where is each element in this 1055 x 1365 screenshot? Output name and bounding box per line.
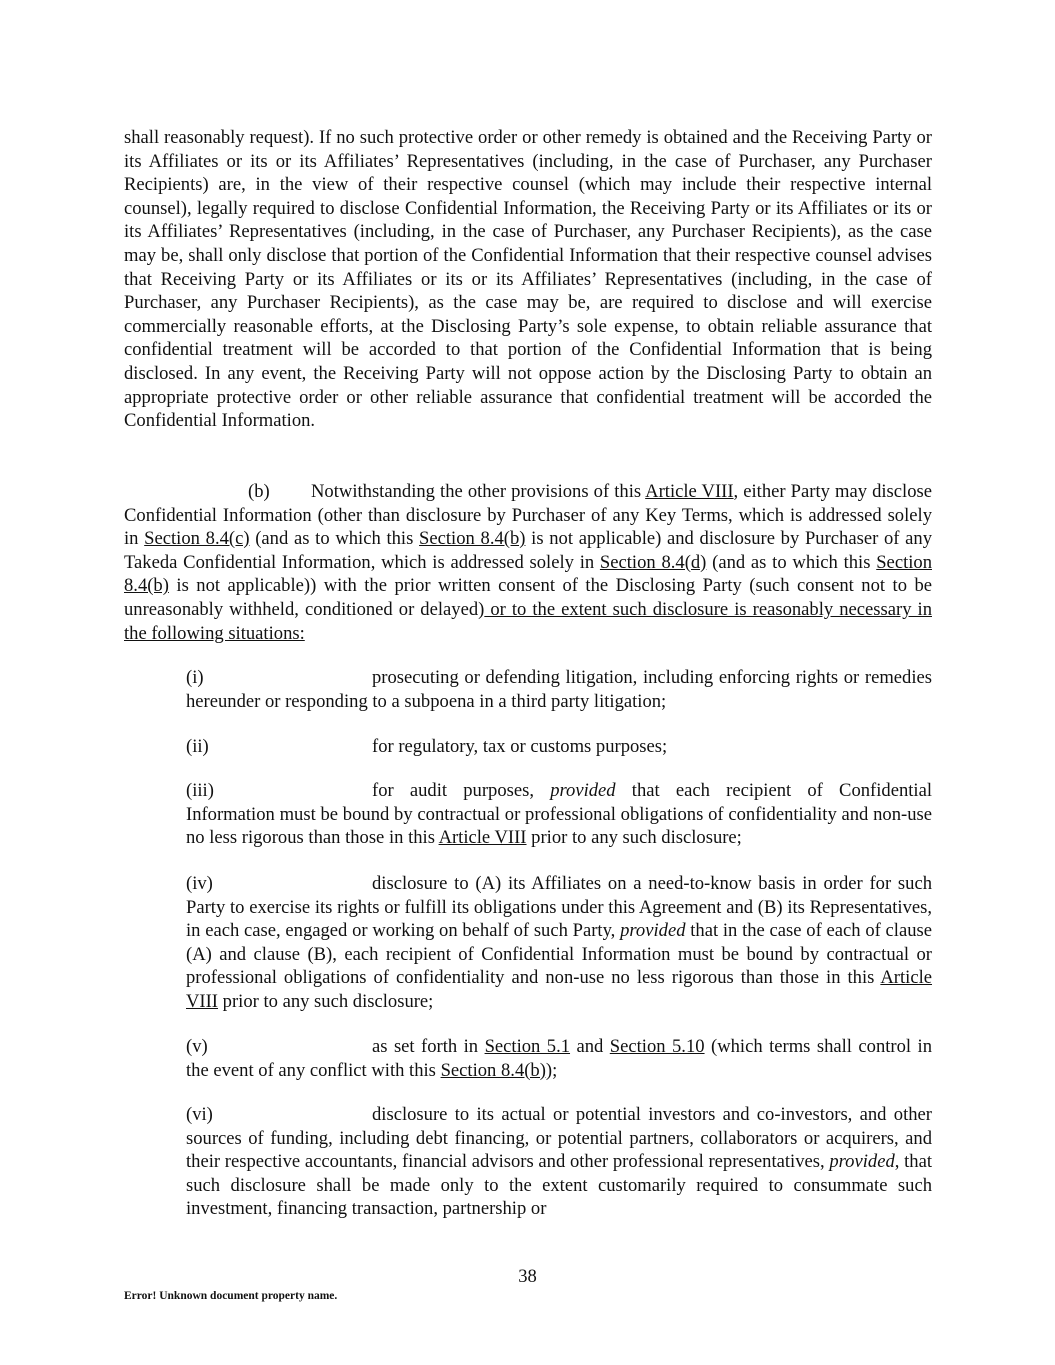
- section-8-4-b-ref[interactable]: Section 8.4(b): [419, 528, 526, 550]
- list-item-label: (iii): [186, 780, 214, 801]
- list-item-label: (v): [186, 1036, 208, 1057]
- list-item-vi: (vi) disclosure to its actual or potential investors and co-investors, and other sources of funding, including debt financing, or potential partners, collaborators or acquirers, and their respective accountants, financial advisors and other professional representatives, provided, that such disclosure shall be made only to the extent customarily required to consummate such investment, financing transaction, partnership or: [186, 1104, 932, 1220]
- section-5-10-ref[interactable]: Section 5.10: [609, 1036, 705, 1057]
- list-item-label: (i): [186, 667, 204, 688]
- section-8-4-b-ref[interactable]: Section 8.4(b): [440, 1059, 546, 1081]
- section-8-4-d-ref[interactable]: Section 8.4(d): [599, 551, 707, 573]
- paragraph-continuation: shall reasonably request). If no such protective order or other remedy is obtained and the Receiving Party or its Affiliates or its or its Affiliates’ Representatives (including, in the case of Purchaser, any Purchaser Recipients) are, in the view of their respective counsel (which may include their respective internal counsel), legally required to disclose Confidential Information, the Receiving Party or its Affiliates or its or its Affiliates’ Representatives (including, in the case of Purchaser, any Purchaser Recipients), as the case may be, shall only disclose that portion of the Confidential Information that their respective counsel advises that Receiving Party or its Affiliates or its or its Affiliates’ Representatives (including, in the case of Purchaser, any Purchaser Recipients), as the case may be, are required to disclose and will exercise commercially reasonable efforts, at the Disclosing Party’s sole expense, to obtain reliable assurance that confidential treatment will be accorded to that portion of the Confidential Information that is being disclosed. In any event, the Receiving Party will not oppose action by the Disclosing Party to obtain an appropriate protective order or other reliable assurance that confidential treatment will be accorded the Confidential Information.: [124, 127, 932, 432]
- section-5-1-ref[interactable]: Section 5.1: [484, 1036, 571, 1057]
- footer-error-text: Error! Unknown document property name.: [124, 1290, 338, 1302]
- page-number: 38: [518, 1266, 537, 1287]
- section-8-4-c-ref[interactable]: Section 8.4(c): [144, 528, 250, 550]
- list-item-iii: (iii) for audit purposes, provided that each recipient of Confidential Information must be bound by contractual or professional obligations of confidentiality and non-use no less rigorous than those in this Article VIII prior to any such disclosure;: [186, 780, 932, 849]
- paragraph-b: (b) Notwithstanding the other provisions of this Article VIII, either Party may disclose Confidential Information (other than disclosure by Purchaser of any Key Terms, which is addressed solely in Section 8.4(c) (and as to which this Section 8.4(b) is not applicable) and disclosure by Purchaser of any Takeda Confidential Information, which is addressed solely in Section 8.4(d) (and as to which this Section 8.4(b) is not applicable)) with the prior written consent of the Disclosing Party (such consent not to be unreasonably withheld, conditioned or delayed) or to the extent such disclosure is reasonably necessary in the following situations:: [124, 481, 932, 644]
- list-item-label: (vi): [186, 1104, 213, 1125]
- section-8-4-b-ref[interactable]: Section 8.4(b): [124, 551, 932, 597]
- list-item-label: (ii): [186, 736, 209, 757]
- list-item-v: (v) as set forth in Section 5.1 and Section 5.10 (which terms shall control in the event of any conflict with this Section 8.4(b));: [186, 1036, 932, 1081]
- list-item-i: (i) prosecuting or defending litigation, including enforcing rights or remedies hereunder or responding to a subpoena in a third party litigation;: [186, 667, 932, 712]
- article-viii-ref[interactable]: Article VIII: [186, 967, 932, 1012]
- article-viii-ref[interactable]: Article VIII: [645, 481, 734, 502]
- paragraph-b-label: (b): [248, 481, 270, 502]
- list-item-ii: (ii) for regulatory, tax or customs purposes;: [186, 736, 668, 757]
- article-viii-ref[interactable]: Article VIII: [438, 827, 527, 849]
- list-item-label: (iv): [186, 873, 213, 894]
- list-item-iv: (iv) disclosure to (A) its Affiliates on a need-to-know basis in order for such Party to exercise its rights or fulfill its obligations under this Agreement and (B) its Representatives, in each case, engaged or working on behalf of such Party, provided that in the case of each of clause (A) and clause (B), each recipient of Confidential Information must be bound by contractual or professional obligations of confidentiality and non-use no less rigorous than those in this Article VIII prior to any such disclosure;: [186, 873, 933, 1012]
